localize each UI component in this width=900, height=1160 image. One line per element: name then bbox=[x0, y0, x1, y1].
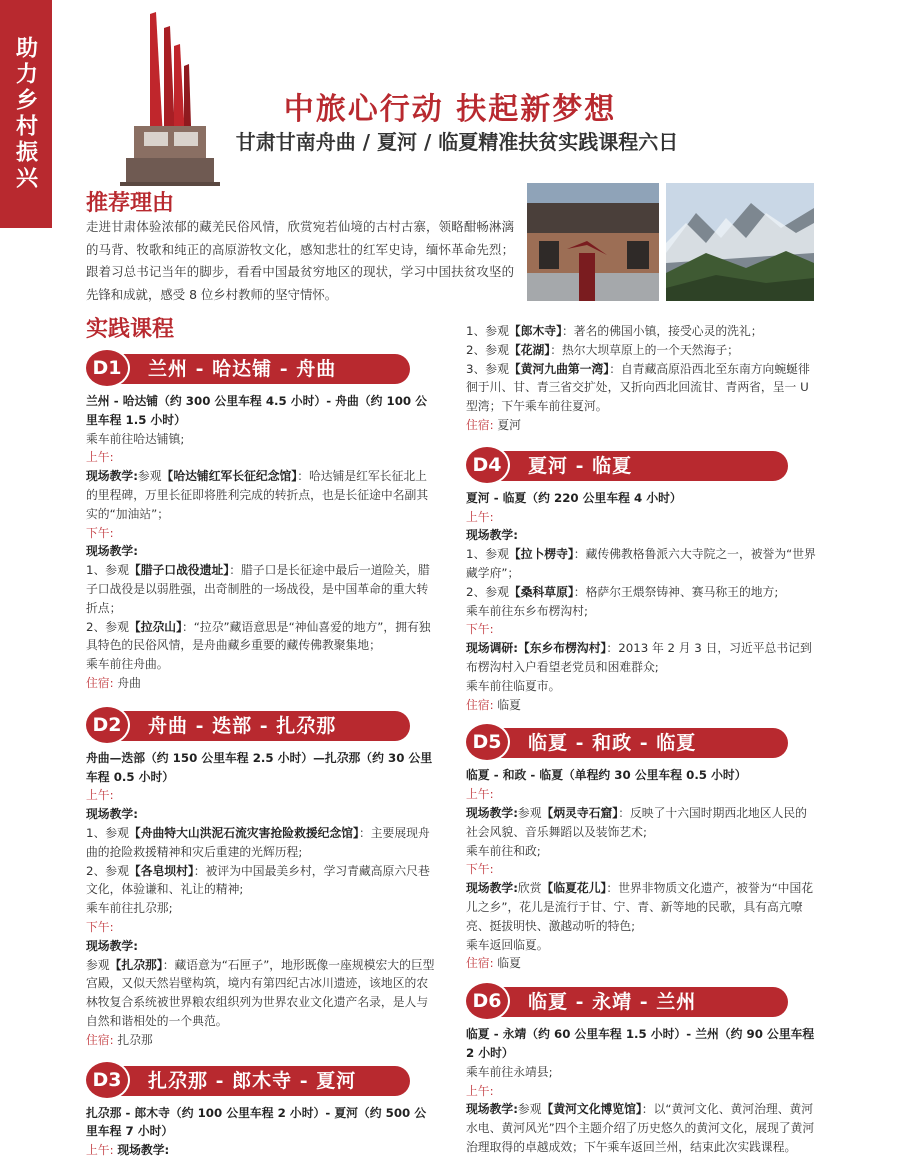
course-heading: 实践课程 bbox=[86, 316, 175, 342]
day5-stay: 住宿: 临夏 bbox=[466, 956, 521, 971]
reason-heading: 推荐理由 bbox=[86, 190, 175, 216]
day2-item-2: 2、参观【各皂坝村】：被评为中国最美乡村，学习青藏高原六尺巷文化，体验谦和、礼让的精神; bbox=[86, 863, 430, 897]
page-subtitle: 甘肃甘南舟曲 / 夏河 / 临夏精准扶贫实践课程六日 bbox=[235, 130, 679, 154]
day3-am-line: 上午: 现场教学: bbox=[86, 1143, 170, 1158]
page-title: 中旅心行动 扶起新梦想 bbox=[283, 92, 617, 127]
day5-title: 临夏 - 和政 - 临夏 bbox=[500, 728, 788, 758]
day6-am-label: 上午: bbox=[466, 1083, 494, 1098]
day5-badge: D5 bbox=[466, 724, 508, 760]
side-tab-label: 助力乡村振兴 bbox=[12, 36, 39, 192]
day4-am-label: 上午: bbox=[466, 509, 494, 524]
day1-item-1: 1、参观【腊子口战役遗址】：腊子口是长征途中最后一道险关，腊子口战役是以弱胜强，出奇制胜的一场战役，是中国革命的重大转折点； bbox=[86, 563, 430, 615]
day4-pm-label: 下午: bbox=[466, 622, 494, 637]
day2-badge: D2 bbox=[86, 707, 128, 743]
day4-item-1: 1、参观【拉卜楞寺】：藏传佛教格鲁派六大寺院之一，被誉为“世界藏学府”； bbox=[466, 547, 816, 580]
day2-am-title: 现场教学: bbox=[86, 807, 138, 822]
day1-route: 兰州 - 哈达铺（约 300 公里车程 4.5 小时）- 舟曲（约 100 公里车程 1.5 小时） bbox=[86, 394, 428, 427]
day4-badge: D4 bbox=[466, 447, 508, 483]
day6-title: 临夏 - 永靖 - 兰州 bbox=[500, 987, 788, 1017]
day1-pm-label: 下午: bbox=[86, 525, 114, 540]
day1-line-2: 乘车前往舟曲。 bbox=[86, 657, 169, 672]
day3-route: 扎尕那 - 郎木寺（约 100 公里车程 2 小时）- 夏河（约 500 公里车程 7 小时） bbox=[86, 1105, 427, 1139]
day3-title: 扎尕那 - 郎木寺 - 夏河 bbox=[120, 1066, 410, 1096]
day4-am-title: 现场教学: bbox=[466, 528, 518, 543]
day5-pm-item: 现场教学:欣赏【临夏花儿】：世界非物质文化遗产，被誉为“中国花儿之乡”，花儿是流行于甘、宁、青、新等地的民歌，具有高亢嘹亮、挺拔明快、激越动听的特色; bbox=[466, 881, 814, 933]
day3-header bbox=[86, 1062, 436, 1098]
monument-image bbox=[120, 6, 220, 186]
day3-item-1: 1、参观【郎木寺】：著名的佛国小镇，接受心灵的洗礼； bbox=[466, 324, 763, 338]
day2-pm-item: 参观【扎尕那】：藏语意为“石匣子”，地形既像一座规模宏大的巨型宫殿，又似天然岩壁构筑，境内有第四纪古冰川遗迹，该地区的农林牧复合系统被世界粮农组织列为世界农业文化遗产名录，是人与自然和谐相处的一个典范。 bbox=[86, 957, 435, 1028]
day3-item-2: 2、参观【花湖】：热尔大坝草原上的一个天然海子； bbox=[466, 342, 739, 357]
day6-header bbox=[466, 983, 816, 1019]
day5-header bbox=[466, 724, 816, 760]
day1-am-item: 现场教学:参观【哈达铺红军长征纪念馆】：哈达铺是红军长征北上的里程碑，万里长征即将胜利完成的转折点，也是长征途中名副其实的“加油站”； bbox=[86, 469, 429, 521]
right-column bbox=[466, 322, 816, 1157]
day4-header bbox=[466, 447, 816, 483]
day2-stay: 住宿: 扎尕那 bbox=[86, 1032, 153, 1047]
day2-header bbox=[86, 707, 436, 743]
day5-line: 乘车前往和政; bbox=[466, 843, 541, 858]
day4-line-2: 乘车前往临夏市。 bbox=[466, 678, 561, 693]
day6-route: 临夏 - 永靖（约 60 公里车程 1.5 小时）- 兰州（约 90 公里车程 2 小时） bbox=[466, 1027, 815, 1060]
day5-am-label: 上午: bbox=[466, 787, 494, 802]
day1-line: 乘车前往哈达铺镇; bbox=[86, 431, 185, 446]
reason-text: 走进甘肃体验浓郁的藏羌民俗风情，欣赏宛若仙境的古村古寨，领略酣畅淋漓的马背、牧歌和纯正的高原游牧文化，感知悲壮的红军史诗，缅怀革命先烈；跟着习总书记当年的脚步，看看中国最贫穷地区的现状，学习中国扶贫攻坚的先锋和成就，感受 8 位乡村教师的坚守情怀。 bbox=[86, 219, 514, 302]
day2-route: 舟曲—迭部（约 150 公里车程 2.5 小时）—扎尕那（约 30 公里车程 0.5 小时） bbox=[86, 750, 433, 784]
day1-title: 兰州 - 哈达铺 - 舟曲 bbox=[120, 354, 410, 384]
day3-badge: D3 bbox=[86, 1062, 128, 1098]
day4-title: 夏河 - 临夏 bbox=[500, 451, 788, 481]
photo-mountain-valley bbox=[666, 183, 814, 301]
day4-route: 夏河 - 临夏（约 220 公里车程 4 小时） bbox=[466, 490, 682, 505]
day1-stay: 住宿: 舟曲 bbox=[86, 675, 141, 690]
photo-red-army-monument bbox=[527, 183, 659, 301]
day3-stay: 住宿: 夏河 bbox=[466, 417, 521, 432]
day2-line: 乘车前往扎尕那; bbox=[86, 901, 173, 916]
day1-item-2: 2、参观【拉尕山】：“拉尕”藏语意思是“神仙喜爱的地方”，拥有独具特色的民俗风情，是舟曲藏乡重要的藏传佛教聚集地； bbox=[86, 619, 431, 653]
day4-pm-item: 现场调研:【东乡布楞沟村】：2013 年 2 月 3 日，习近平总书记到布楞沟村入户看望老党员和困难群众; bbox=[466, 641, 812, 674]
day1-header bbox=[86, 350, 436, 386]
day4-item-2: 2、参观【桑科草原】：格萨尔王煨祭铸神、赛马称王的地方; bbox=[466, 584, 779, 599]
day2-pm-title: 现场教学: bbox=[86, 938, 138, 953]
day3-item-3: 3、参观【黄河九曲第一湾】：自青藏高原沿西北至东南方向蜿蜒徘徊于川、甘、青三省交扩处，又折向西北回流甘、青两省，呈一 U 型湾；下午乘车前往夏河。 bbox=[466, 361, 810, 414]
day5-route: 临夏 - 和政 - 临夏（单程约 30 公里车程 0.5 小时） bbox=[466, 768, 747, 783]
day6-badge: D6 bbox=[466, 983, 508, 1019]
side-tab bbox=[0, 0, 52, 228]
day1-am-label: 上午: bbox=[86, 450, 114, 465]
day5-line-2: 乘车返回临夏。 bbox=[466, 937, 549, 952]
day4-line: 乘车前往东乡布楞沟村; bbox=[466, 603, 588, 618]
day2-item-1: 1、参观【舟曲特大山洪泥石流灾害抢险救援纪念馆】：主要展现舟曲的抢险救援精神和灾后重建的光辉历程; bbox=[86, 825, 430, 859]
day6-line: 乘车前往永靖县; bbox=[466, 1064, 553, 1079]
day2-pm-label: 下午: bbox=[86, 919, 114, 934]
left-column bbox=[86, 344, 436, 1160]
day4-stay: 住宿: 临夏 bbox=[466, 697, 521, 712]
day6-am-item: 现场教学:参观【黄河文化博览馆】：以“黄河文化、黄河治理、黄河水电、黄河风光”四个主题介绍了历史悠久的黄河文化，展现了黄河治理取得的卓越成效；下午乘车返回兰州，结束此次实践课程。 bbox=[466, 1102, 815, 1154]
day5-pm-label: 下午: bbox=[466, 862, 494, 877]
day1-pm-title: 现场教学: bbox=[86, 544, 138, 559]
day5-am-item: 现场教学:参观【炳灵寺石窟】：反映了十六国时期西北地区人民的社会风貌、音乐舞蹈以及装饰艺术; bbox=[466, 805, 807, 839]
day2-am-label: 上午: bbox=[86, 788, 114, 803]
day2-title: 舟曲 - 迭部 - 扎尕那 bbox=[120, 711, 410, 741]
day1-badge: D1 bbox=[86, 350, 128, 386]
